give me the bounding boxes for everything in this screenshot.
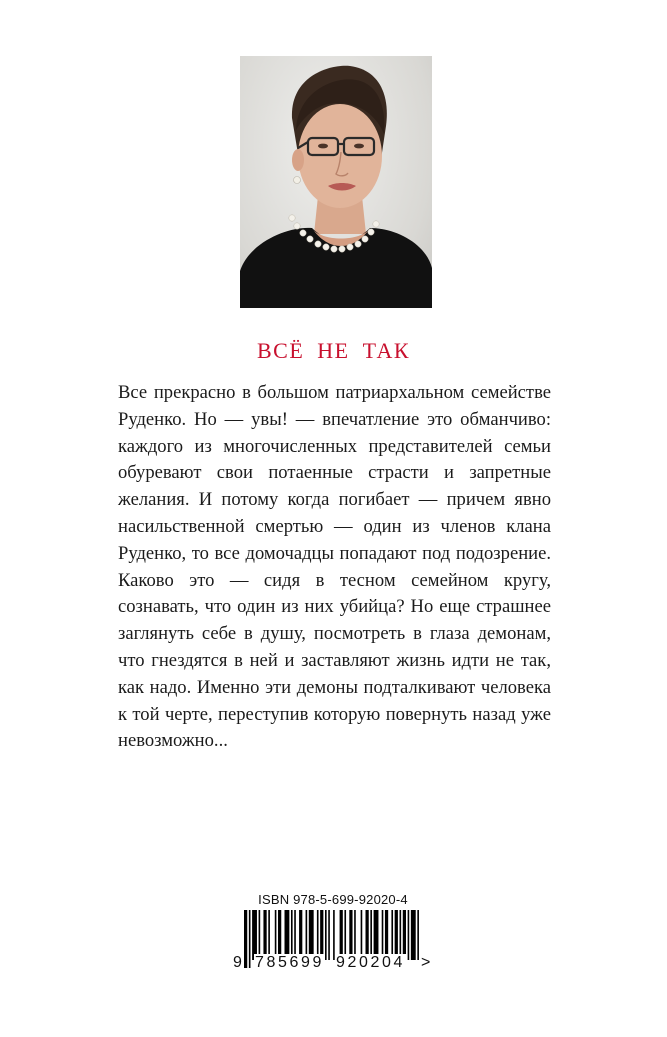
barcode-bar <box>374 910 379 960</box>
barcode-bar <box>340 910 343 960</box>
barcode-bar <box>385 910 388 960</box>
barcode-bar <box>370 910 372 960</box>
book-annotation: Все прекрасно в большом патриархальном семействе Руденко. Но — увы! — впечатление это обманчиво: каждого из многочисленных представителей семьи обуревают свои потаенные страсти и запретные желания. И потому когда погибает — причем явно насильственной смертью — один из членов клана Руденко, то все домочадцы попадают под подозрение. Каково это — сидя в тесном семейном кругу, сознавать, что один из них убийца? Но еще страшнее заглянуть себе в душу, посмотреть в глаза демонам, что гнездятся в ней и заставляют жизнь идти не так, как надо. Именно эти демоны подталкивают человека к той черте, переступив которую повернуть назад уже невозможно... <box>118 382 551 752</box>
barcode-digit-first: 9 <box>233 954 242 971</box>
barcode-bar <box>361 910 363 960</box>
barcode-bar <box>382 910 384 960</box>
barcode-bar <box>285 910 290 960</box>
barcode-bar <box>320 910 323 960</box>
barcode-bar <box>249 910 251 968</box>
barcode-bar <box>349 910 352 960</box>
barcode-bar <box>294 910 296 960</box>
barcode-bar <box>344 910 346 960</box>
barcode-bar <box>366 910 369 960</box>
barcode-bar <box>417 910 419 960</box>
barcode-bar <box>299 910 302 960</box>
isbn-label: ISBN 978-5-699-92020-4 <box>258 892 408 907</box>
barcode-bar <box>259 910 261 960</box>
barcode-bar <box>244 910 247 968</box>
barcode-bar <box>252 910 257 960</box>
barcode-bar <box>268 910 270 960</box>
barcode-bar <box>354 910 356 960</box>
author-photo <box>240 56 432 308</box>
barcode-bar <box>391 910 393 960</box>
barcode-bar <box>333 910 335 960</box>
barcode-bar <box>263 910 266 960</box>
barcode-bar <box>408 910 410 960</box>
barcode-bar <box>403 910 406 960</box>
barcode-bar <box>278 910 281 960</box>
author-portrait-image <box>240 56 432 308</box>
barcode-bar <box>411 910 416 960</box>
barcode-digits-left: 785699 <box>255 954 324 971</box>
barcode-digits-right: 920204 <box>336 954 405 971</box>
book-title: ВСЁ НЕ ТАК <box>256 338 411 363</box>
barcode-bar <box>328 910 330 960</box>
barcode-quiet-mark: > <box>421 954 431 971</box>
barcode-bar <box>309 910 314 960</box>
barcode-bar <box>400 910 402 960</box>
barcode-bar <box>317 910 319 960</box>
barcode-bar <box>306 910 308 960</box>
barcode-bar <box>275 910 277 960</box>
barcode-bar <box>325 910 327 960</box>
barcode-bar <box>291 910 293 960</box>
isbn-barcode <box>232 892 434 984</box>
